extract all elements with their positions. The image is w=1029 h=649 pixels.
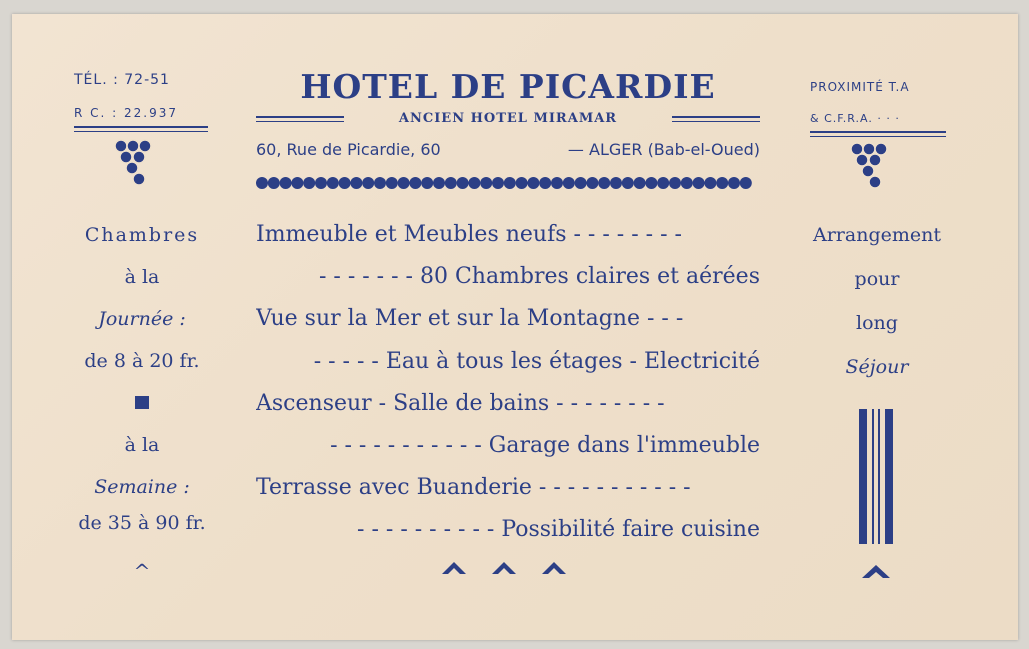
long-stay-word: long [856, 312, 898, 334]
dot [315, 177, 327, 189]
feature-line: Immeuble et Meubles neufs - - - - - - - - [256, 222, 682, 247]
dotted-divider [256, 174, 760, 192]
dot [693, 177, 705, 189]
proximity-note: PROXIMITÉ T.A [810, 80, 910, 94]
price-list [52, 220, 232, 598]
street-address: 60, Rue de Picardie, 60 [256, 140, 441, 159]
proximity-note-2: & C.F.R.A. · · · [810, 112, 900, 125]
dot [468, 177, 480, 189]
dot [728, 177, 740, 189]
divider [810, 136, 946, 137]
feature-line: - - - - - - - 80 Chambres claires et aérées [318, 264, 760, 290]
dot [268, 177, 280, 189]
divider [810, 131, 946, 133]
feature-line: - - - - - Eau à tous les étages - Electricité [313, 348, 760, 374]
dot [681, 177, 693, 189]
dot [563, 177, 575, 189]
telephone: TÉL. : 72-51 [74, 72, 170, 88]
dot [504, 177, 516, 189]
dot [586, 177, 598, 189]
dot [433, 177, 445, 189]
price-week: de 35 à 90 fr. [78, 512, 206, 534]
dot [669, 177, 681, 189]
chevron-up-icon: ^ [133, 559, 151, 583]
dot [374, 177, 386, 189]
square-icon [135, 396, 149, 409]
feature-line: Terrasse avec Buanderie - - - - - - - - - - - [256, 475, 691, 501]
chevron-ornament [52, 556, 232, 598]
dot [457, 177, 469, 189]
business-card [12, 14, 1018, 640]
dot [280, 177, 292, 189]
feature-line: - - - - - - - - - - Possibilité faire cuisine [357, 517, 760, 543]
dot [551, 177, 563, 189]
divider [672, 121, 760, 122]
registry-number: R C. : 22.937 [74, 106, 179, 120]
city: — ALGER (Bab-el-Oued) [567, 140, 760, 159]
divider [74, 126, 208, 128]
chevron-up-icon [442, 562, 466, 574]
dot [598, 177, 610, 189]
price-text: à la [124, 434, 160, 456]
grape-cluster-icon [848, 141, 892, 191]
divider [672, 116, 760, 118]
dot [303, 177, 315, 189]
chevron-up-icon [860, 562, 894, 582]
chevron-up-icon [492, 562, 516, 574]
feature-line: - - - - - - - - - - - Garage dans l'immeuble [330, 432, 760, 458]
price-day: de 8 à 20 fr. [84, 350, 200, 372]
chevron-ornaments [440, 558, 580, 578]
dot [704, 177, 716, 189]
chevron-up-icon [542, 562, 566, 574]
price-text: à la [124, 266, 160, 288]
dot [622, 177, 634, 189]
grape-cluster-icon [112, 138, 156, 188]
dot [291, 177, 303, 189]
square-ornament [52, 388, 232, 430]
dot [645, 177, 657, 189]
dot [339, 177, 351, 189]
feature-line: Vue sur la Mer et sur la Montagne - - - [256, 306, 684, 332]
long-stay-note [802, 220, 952, 396]
dot [409, 177, 421, 189]
divider [74, 131, 208, 132]
dot [480, 177, 492, 189]
feature-list [256, 220, 760, 558]
long-stay-word: pour [854, 268, 900, 290]
dot [386, 177, 398, 189]
dot [716, 177, 728, 189]
dot [527, 177, 539, 189]
vertical-bars-ornament [857, 409, 897, 544]
dot [575, 177, 587, 189]
dot [421, 177, 433, 189]
dot [445, 177, 457, 189]
dot [327, 177, 339, 189]
dot [539, 177, 551, 189]
dot [398, 177, 410, 189]
former-name: ANCIEN HOTEL MIRAMAR [398, 111, 618, 126]
dot [256, 177, 268, 189]
price-heading: Chambres [84, 224, 200, 246]
hotel-name: HOTEL DE PICARDIE [300, 67, 716, 106]
price-period: Journée : [98, 308, 186, 330]
dot [634, 177, 646, 189]
price-period: Semaine : [94, 476, 190, 498]
dot [492, 177, 504, 189]
dot [362, 177, 374, 189]
long-stay-word: Arrangement [813, 224, 941, 246]
long-stay-word: Séjour [845, 356, 909, 378]
dot [657, 177, 669, 189]
dot [610, 177, 622, 189]
feature-line: Ascenseur - Salle de bains - - - - - - - - [256, 390, 665, 416]
dot [516, 177, 528, 189]
dot [350, 177, 362, 189]
dot [740, 177, 752, 189]
